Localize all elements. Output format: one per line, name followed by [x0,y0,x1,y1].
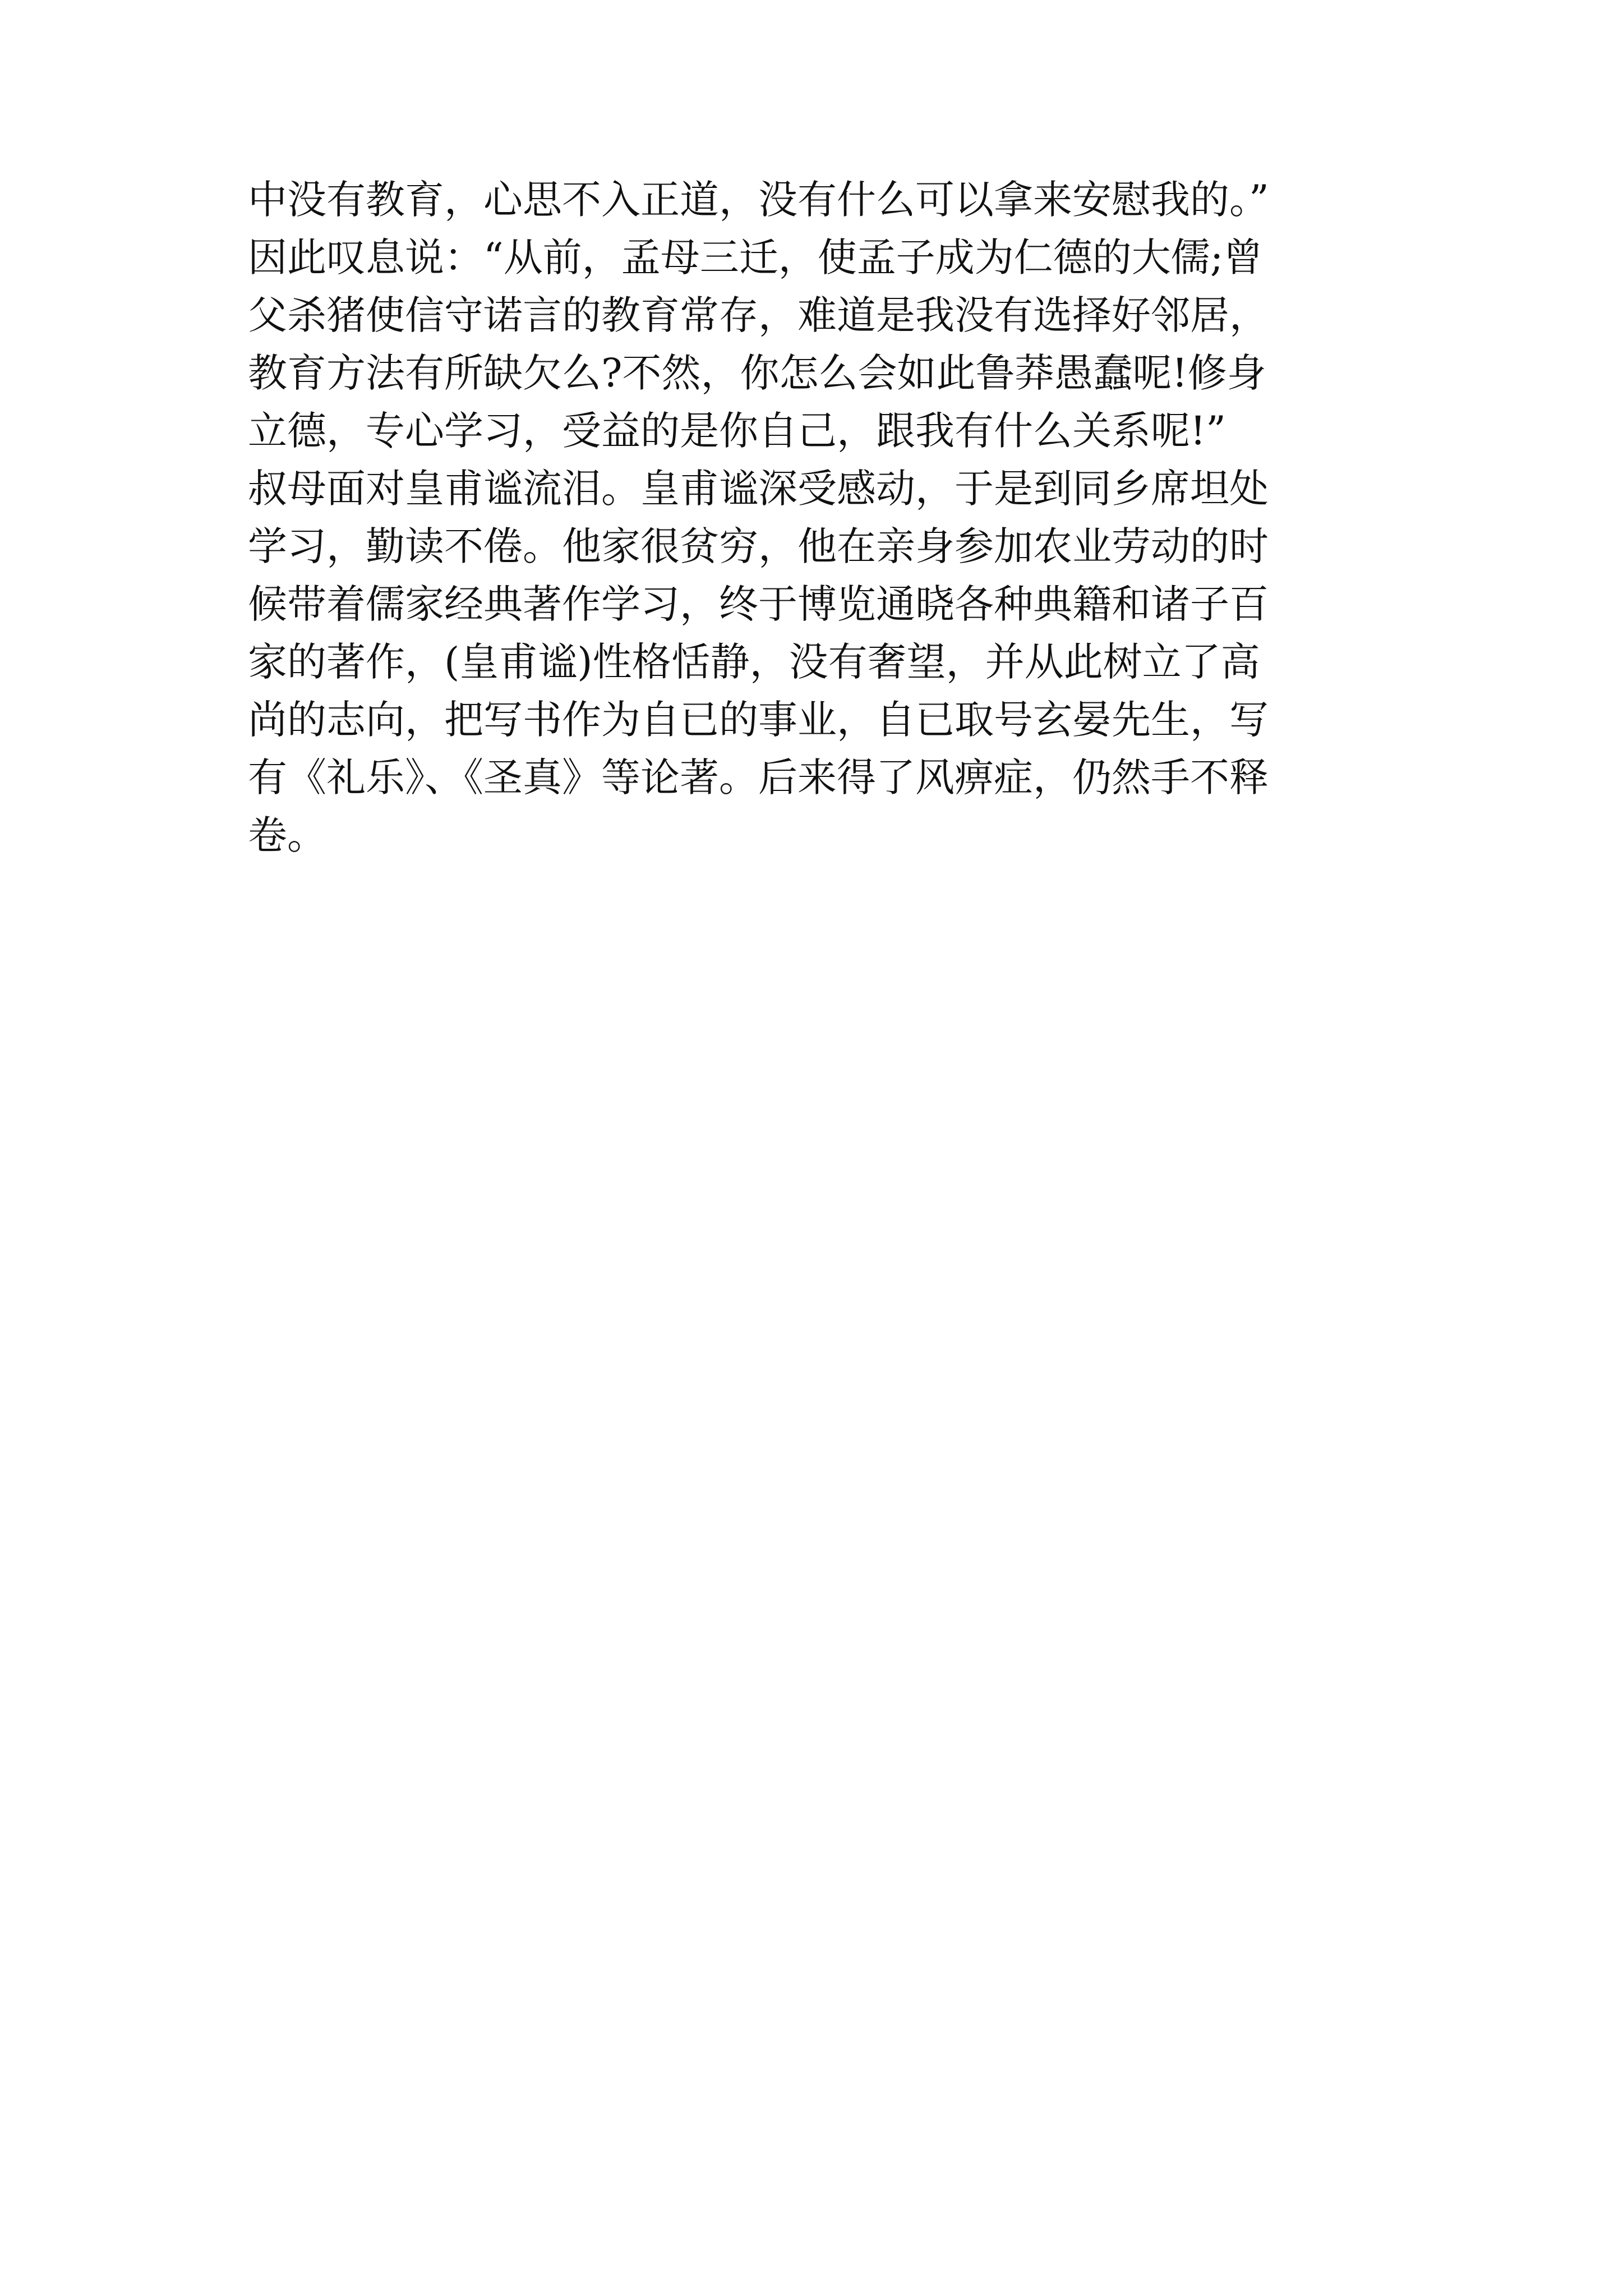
text-line: 教育方法有所缺欠么?不然，你怎么会如此鲁莽愚蠢呢!修身 [248,350,1266,396]
text-line: 父杀猪使信守诺言的教育常存，难道是我没有选择好邻居， [248,292,1269,338]
text-line: 因此叹息说：“从前，孟母三迁，使孟子成为仁德的大儒;曾 [248,234,1263,280]
text-line: 学习，勤读不倦。他家很贫穷，他在亲身参加农业劳动的时 [248,523,1269,569]
text-line: 候带着儒家经典著作学习，终于博览通晓各种典籍和诸子百 [248,581,1269,627]
text-line: 有《礼乐》、《圣真》等论著。后来得了风痹症，仍然手不释 [248,754,1269,800]
body-text [248,171,1426,864]
text-line: 立德，专心学习，受益的是你自己，跟我有什么关系呢!” [248,408,1226,454]
text-line: 家的著作，(皇甫谧)性格恬静，没有奢望，并从此树立了高 [248,639,1260,685]
text-line: 卷。 [248,812,326,858]
text-line: 尚的志向，把写书作为自已的事业，自已取号玄晏先生，写 [248,697,1269,743]
text-line: 叔母面对皇甫谧流泪。皇甫谧深受感动，于是到同乡席坦处 [248,466,1269,512]
text-line: 中没有教育，心思不入正道，没有什么可以拿来安慰我的。” [248,177,1269,223]
